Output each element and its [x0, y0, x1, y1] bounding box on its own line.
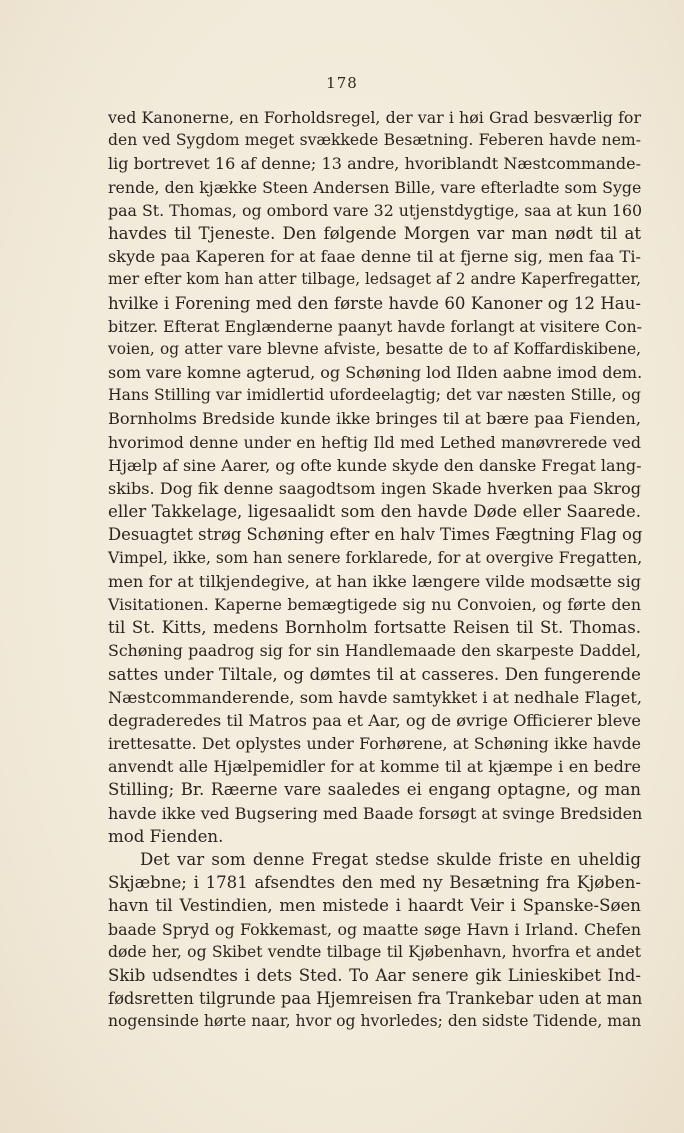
- text-line: Stilling; Br. Ræerne vare saaledes ei engang optagne, og man: [108, 780, 641, 800]
- body-text: [108, 106, 641, 1034]
- text-line: voien, og atter vare blevne afviste, besatte de to af Koffardiskibene,: [108, 339, 641, 358]
- text-line: Vimpel, ikke, som han senere forklarede, for at overgive Fregatten,: [108, 548, 643, 567]
- paragraph-first-line: Det var som denne Fregat stedse skulde friste en uheldig: [140, 850, 641, 869]
- page-number: 178: [326, 74, 358, 92]
- text-line: sattes under Tiltale, og dømtes til at casseres. Den fungerende: [108, 664, 641, 684]
- text-line: Desuagtet strøg Schøning efter en halv Times Fægtning Flag og: [108, 525, 643, 545]
- text-line: til St. Kitts, medens Bornholm fortsatte Reisen til St. Thomas.: [108, 618, 641, 638]
- text-line: bitzer. Efterat Englænderne paanyt havde forlangt at visitere Con-: [108, 316, 643, 336]
- text-line: degraderedes til Matros paa et Aar, og de øvrige Officierer bleve: [108, 710, 641, 730]
- text-line: anvendt alle Hjælpemidler for at komme til at kjæmpe i en bedre: [108, 757, 641, 777]
- text-line: Skjæbne; i 1781 afsendtes den med ny Besætning fra Kjøben-: [108, 873, 641, 893]
- text-line: irettesatte. Det oplystes under Forhørene, at Schøning ikke havde: [108, 734, 641, 754]
- text-line: ved Kanonerne, en Forholdsregel, der var i høi Grad besværlig for: [108, 108, 641, 127]
- text-line: skibs. Dog fik denne saagodtsom ingen Skade hverken paa Skrog: [108, 479, 641, 498]
- text-line: Schøning paadrog sig for sin Handlemaade den skarpeste Daddel,: [108, 641, 641, 661]
- text-line: fødsretten tilgrunde paa Hjemreisen fra Trankebar uden at man: [108, 989, 643, 1009]
- text-line: Næstcommanderende, som havde samtykket i at nedhale Flaget,: [108, 687, 642, 707]
- text-line: paa St. Thomas, og ombord vare 32 utjenstdygtige, saa at kun 160: [108, 200, 643, 220]
- text-line: eller Takkelage, ligesaalidt som den havde Døde eller Saarede.: [108, 502, 641, 522]
- text-line: hvilke i Forening med den første havde 60 Kanoner og 12 Hau-: [108, 293, 641, 313]
- text-line: havn til Vestindien, men mistede i haardt Veir i Spanske-Søen: [108, 896, 641, 916]
- text-line: døde her, og Skibet vendte tilbage til Kjøbenhavn, hvorfra et andet: [108, 942, 641, 961]
- text-line: Skib udsendtes i dets Sted. To Aar senere gik Linieskibet Ind-: [108, 965, 641, 985]
- text-line: Visitationen. Kaperne bemægtigede sig nu Convoien, og førte den: [108, 594, 641, 614]
- text-line: skyde paa Kaperen for at faae denne til at fjerne sig, men faa Ti-: [108, 247, 641, 267]
- text-line: Bornholms Bredside kunde ikke bringes til at bære paa Fienden,: [108, 409, 641, 429]
- text-line: hvorimod denne under en heftig Ild med Lethed manøvrerede ved: [108, 432, 641, 452]
- text-line: Hans Stilling var imidlertid ufordeelagtig; det var næsten Stille, og: [108, 386, 641, 405]
- text-line: rende, den kjække Steen Andersen Bille, vare efterladte som Syge: [108, 177, 642, 197]
- text-line: lig bortrevet 16 af denne; 13 andre, hvoriblandt Næstcommande-: [108, 154, 641, 174]
- text-line: mer efter kom han atter tilbage, ledsaget af 2 andre Kaperfregatter,: [108, 270, 641, 289]
- text-line: nogensinde hørte naar, hvor og hvorledes; den sidste Tidende, man: [108, 1012, 642, 1031]
- text-line: baade Spryd og Fokkemast, og maatte søge Havn i Irland. Chefen: [108, 919, 641, 939]
- paragraph-last-line: mod Fienden.: [108, 826, 224, 846]
- text-line: Hjælp af sine Aarer, og ofte kunde skyde den danske Fregat lang-: [108, 455, 642, 475]
- text-line: havdes til Tjeneste. Den følgende Morgen var man nødt til at: [108, 223, 641, 243]
- text-line: men for at tilkjendegive, at han ikke længere vilde modsætte sig: [108, 571, 641, 591]
- text-line: den ved Sygdom meget svækkede Besætning. Feberen havde nem-: [108, 131, 641, 150]
- text-line: havde ikke ved Bugsering med Baade forsøgt at svinge Bredsiden: [108, 803, 643, 823]
- text-line: som vare komne agterud, og Schøning lod Ilden aabne imod dem.: [108, 363, 643, 383]
